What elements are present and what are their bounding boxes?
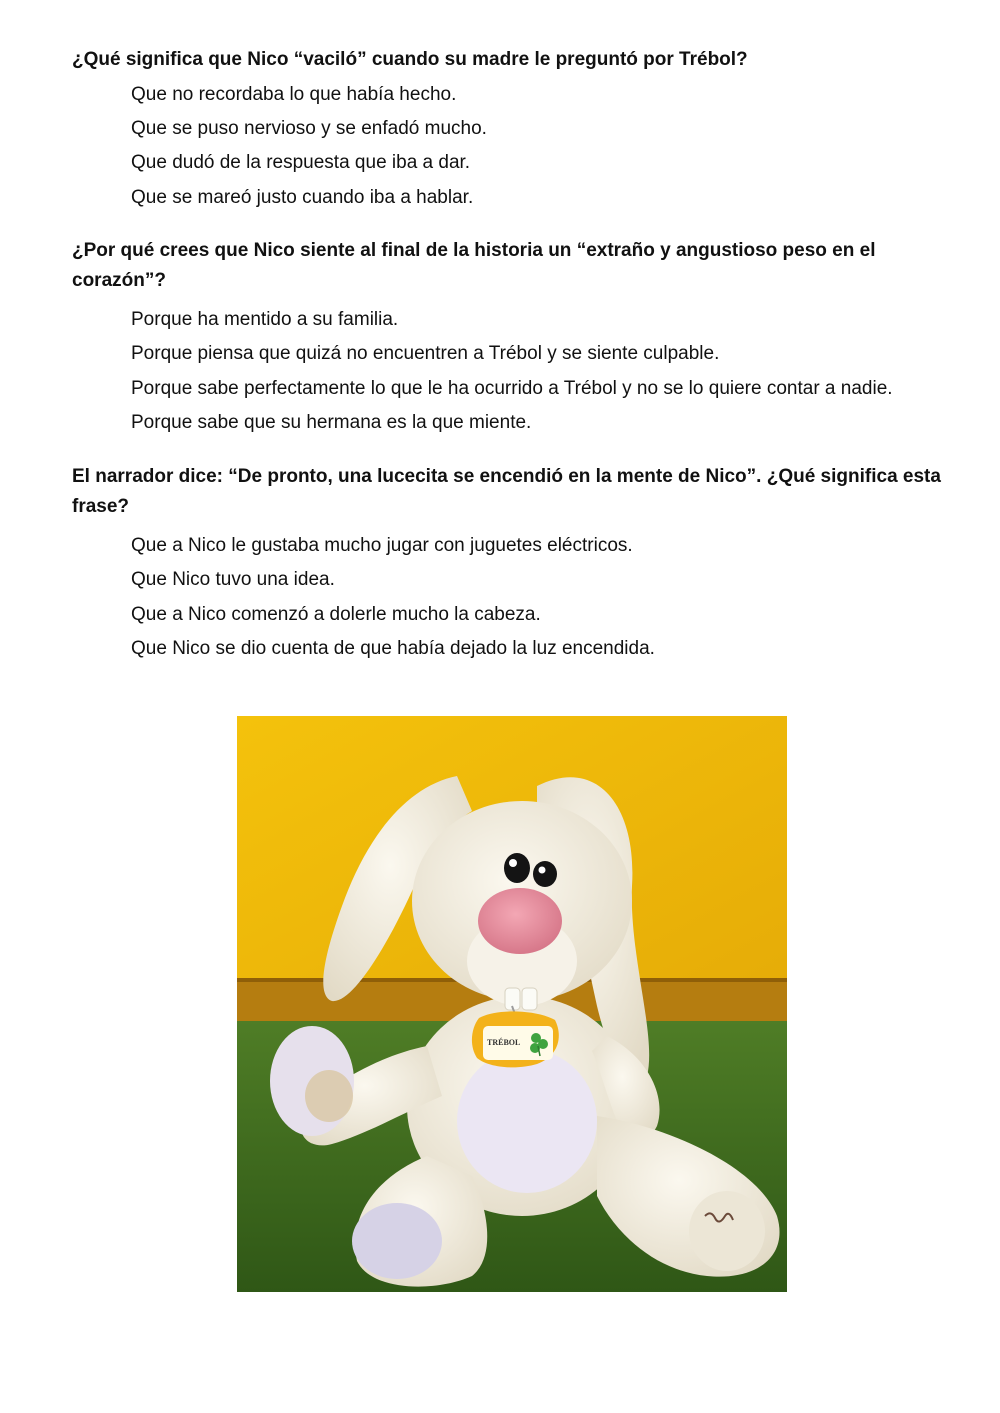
q1-option-2[interactable]: Que se puso nervioso y se enfadó mucho. xyxy=(131,118,487,139)
tag-label: TRÉBOL xyxy=(487,1038,521,1047)
q3-option-2[interactable]: Que Nico tuvo una idea. xyxy=(131,569,335,590)
question-1: ¿Qué significa que Nico “vaciló” cuando su madre le preguntó por Trébol? xyxy=(72,49,748,70)
left-eye xyxy=(504,853,530,883)
q2-option-3[interactable]: Porque sabe perfectamente lo que le ha ocurrido a Trébol y no se lo quiere contar a nadie. xyxy=(131,378,893,399)
q3-option-4[interactable]: Que Nico se dio cuenta de que había dejado la luz encendida. xyxy=(131,638,655,659)
question-3: El narrador dice: “De pronto, una lucecita se encendió en la mente de Nico”. ¿Qué significa esta frase? xyxy=(72,466,941,517)
q1-option-3[interactable]: Que dudó de la respuesta que iba a dar. xyxy=(131,152,471,173)
q2-option-1[interactable]: Porque ha mentido a su familia. xyxy=(131,309,399,330)
q1-option-4[interactable]: Que se mareó justo cuando iba a hablar. xyxy=(131,187,474,208)
left-foot-pad xyxy=(352,1203,442,1279)
q2-option-4[interactable]: Porque sabe que su hermana es la que miente. xyxy=(131,412,532,433)
right-eye xyxy=(533,861,557,887)
pink-nose xyxy=(478,888,562,954)
q1-option-1[interactable]: Que no recordaba lo que había hecho. xyxy=(131,84,457,105)
question-2: ¿Por qué crees que Nico siente al final de la historia un “extraño y angustioso peso en el corazón”? xyxy=(72,240,876,291)
rabbit-plush-photo xyxy=(237,716,787,1292)
q2-option-2[interactable]: Porque piensa que quizá no encuentren a Trébol y se siente culpable. xyxy=(131,343,720,364)
q3-option-3[interactable]: Que a Nico comenzó a dolerle mucho la cabeza. xyxy=(131,604,541,625)
q3-option-1[interactable]: Que a Nico le gustaba mucho jugar con juguetes eléctricos. xyxy=(131,535,633,556)
